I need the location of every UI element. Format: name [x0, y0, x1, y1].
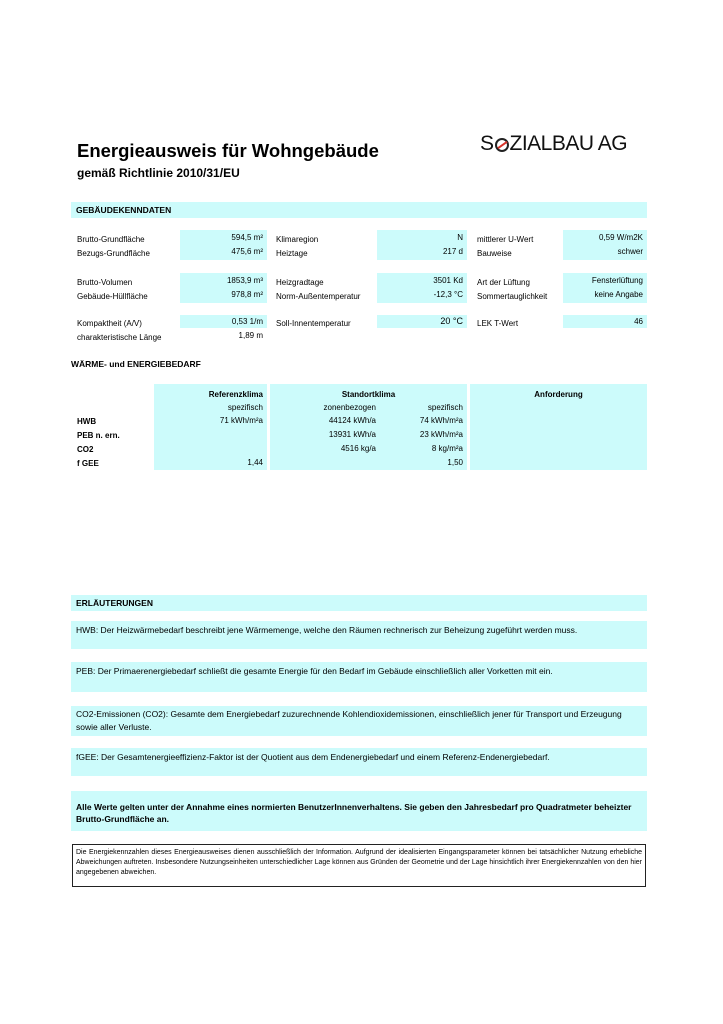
value-u-wert: 0,59 W/m2K [598, 233, 643, 242]
row-label-peb: PEB n. ern. [77, 431, 120, 440]
value-huellflaeche: 978,8 m² [231, 290, 263, 299]
value-heiztage: 217 d [442, 247, 463, 256]
section-header-gebaeudekenndaten: GEBÄUDEKENNDATEN [71, 202, 647, 218]
value-soll-innentemp: 20 °C [440, 316, 463, 326]
row-label-hwb: HWB [77, 417, 97, 426]
label-huellflaeche: Gebäude-Hüllfläche [77, 292, 148, 301]
label-norm-aussentemp: Norm-Außentemperatur [276, 292, 361, 301]
row-label-fgee: f GEE [77, 459, 99, 468]
label-bauweise: Bauweise [477, 249, 512, 258]
label-lek: LEK T-Wert [477, 319, 519, 328]
section-header-erlaeuterungen: ERLÄUTERUNGEN [71, 595, 647, 611]
logo-text-start: S [480, 132, 494, 155]
company-logo [480, 132, 627, 156]
value-bezugs-grundflaeche: 475,6 m² [231, 247, 263, 256]
peb-spec-value: 23 kWh/m²a [419, 430, 463, 439]
fgee-ref-value: 1,44 [247, 458, 263, 467]
page-subtitle: gemäß Richtlinie 2010/31/EU [77, 166, 240, 180]
disclaimer-box: Die Energiekennzahlen dieses Energieausweises dienen ausschließlich der Information. Aufgrund der idealisierten Eingangsparameter können bei tatsächlicher Nutzung erhebliche Abweichungen auftreten. Insbesondere Nutzungseinheiten unterschiedlicher Lage können aus Gründen der Geometrie und der Lage hinsichtlich ihrer Energiekennzahlen von den hier angegebenen abweichen. [72, 844, 646, 887]
hwb-spec-value: 74 kWh/m²a [419, 416, 463, 425]
logo-text-end: ZIALBAU AG [509, 132, 628, 155]
hwb-zone-value: 44124 kWh/a [328, 416, 376, 425]
label-kompaktheit: Kompaktheit (A/V) [77, 319, 142, 328]
note-fgee: fGEE: Der Gesamtenergieeffizienz-Faktor ist der Quotient aus dem Endenergiebedarf und einem Referenz-Endenergiebedarf. [71, 748, 647, 776]
co2-spec-value: 8 kg/m²a [431, 444, 463, 453]
note-co2: CO2-Emissionen (CO2): Gesamte dem Energiebedarf zuzurechnende Kohlendioxidemissionen, einschließlich jener für Transport und Erzeugung sowie aller Verluste. [71, 706, 647, 736]
sub-header-zonenbezogen: zonenbezogen [323, 403, 376, 412]
value-klimaregion: N [457, 233, 463, 242]
sub-header-spezifisch-ref: spezifisch [227, 403, 263, 412]
value-norm-aussentemp: -12,3 °C [433, 290, 463, 299]
note-hwb: HWB: Der Heizwärmebedarf beschreibt jene Wärmemenge, welche den Räumen rechnerisch zur Beheizung zugeführt werden muss. [71, 621, 647, 649]
value-lek: 46 [634, 317, 643, 326]
label-brutto-grundflaeche: Brutto-Grundfläche [77, 235, 145, 244]
value-brutto-grundflaeche: 594,5 m² [231, 233, 263, 242]
value-kompaktheit: 0,53 1/m [231, 317, 263, 326]
label-sommertauglichkeit: Sommertauglichkeit [477, 292, 548, 301]
value-bauweise: schwer [617, 247, 643, 256]
peb-zone-value: 13931 kWh/a [328, 430, 376, 439]
label-heiztage: Heiztage [276, 249, 308, 258]
label-bezugs-grundflaeche: Bezugs-Grundfläche [77, 249, 150, 258]
col-header-standortklima: Standortklima [341, 390, 396, 399]
value-char-laenge: 1,89 m [238, 331, 263, 340]
note-peb: PEB: Der Primaerenergiebedarf schließt die gesamte Energie für den Bedarf im Gebäude einschließlich aller Vorketten mit ein. [71, 662, 647, 692]
col-header-anforderung: Anforderung [534, 390, 583, 399]
hwb-ref-value: 71 kWh/m²a [219, 416, 263, 425]
label-u-wert: mittlerer U-Wert [477, 235, 534, 244]
section-header-energiebedarf: WÄRME- und ENERGIEBEDARF [71, 359, 201, 369]
label-klimaregion: Klimaregion [276, 235, 319, 244]
value-heizgradtage: 3501 Kd [433, 276, 463, 285]
label-brutto-volumen: Brutto-Volumen [77, 278, 133, 287]
value-sommertauglichkeit: keine Angabe [594, 290, 643, 299]
page-title: Energieausweis für Wohngebäude [77, 140, 379, 161]
label-char-laenge: charakteristische Länge [77, 333, 162, 342]
note-assumption: Alle Werte gelten unter der Annahme eines normierten BenutzerInnenverhaltens. Sie geben den Jahresbedarf pro Quadratmeter beheizter Brutto-Grundfläche an. [71, 791, 647, 831]
logo-o-icon [495, 138, 509, 152]
co2-zone-value: 4516 kg/a [340, 444, 376, 453]
label-soll-innentemp: Soll-Innentemperatur [276, 319, 351, 328]
col-header-referenzklima: Referenzklima [208, 390, 263, 399]
value-brutto-volumen: 1853,9 m³ [226, 276, 263, 285]
label-heizgradtage: Heizgradtage [276, 278, 324, 287]
sub-header-spezifisch-std: spezifisch [427, 403, 463, 412]
fgee-spec-value: 1,50 [447, 458, 463, 467]
value-lueftung: Fensterlüftung [591, 276, 643, 285]
label-lueftung: Art der Lüftung [477, 278, 530, 287]
row-label-co2: CO2 [77, 445, 94, 454]
